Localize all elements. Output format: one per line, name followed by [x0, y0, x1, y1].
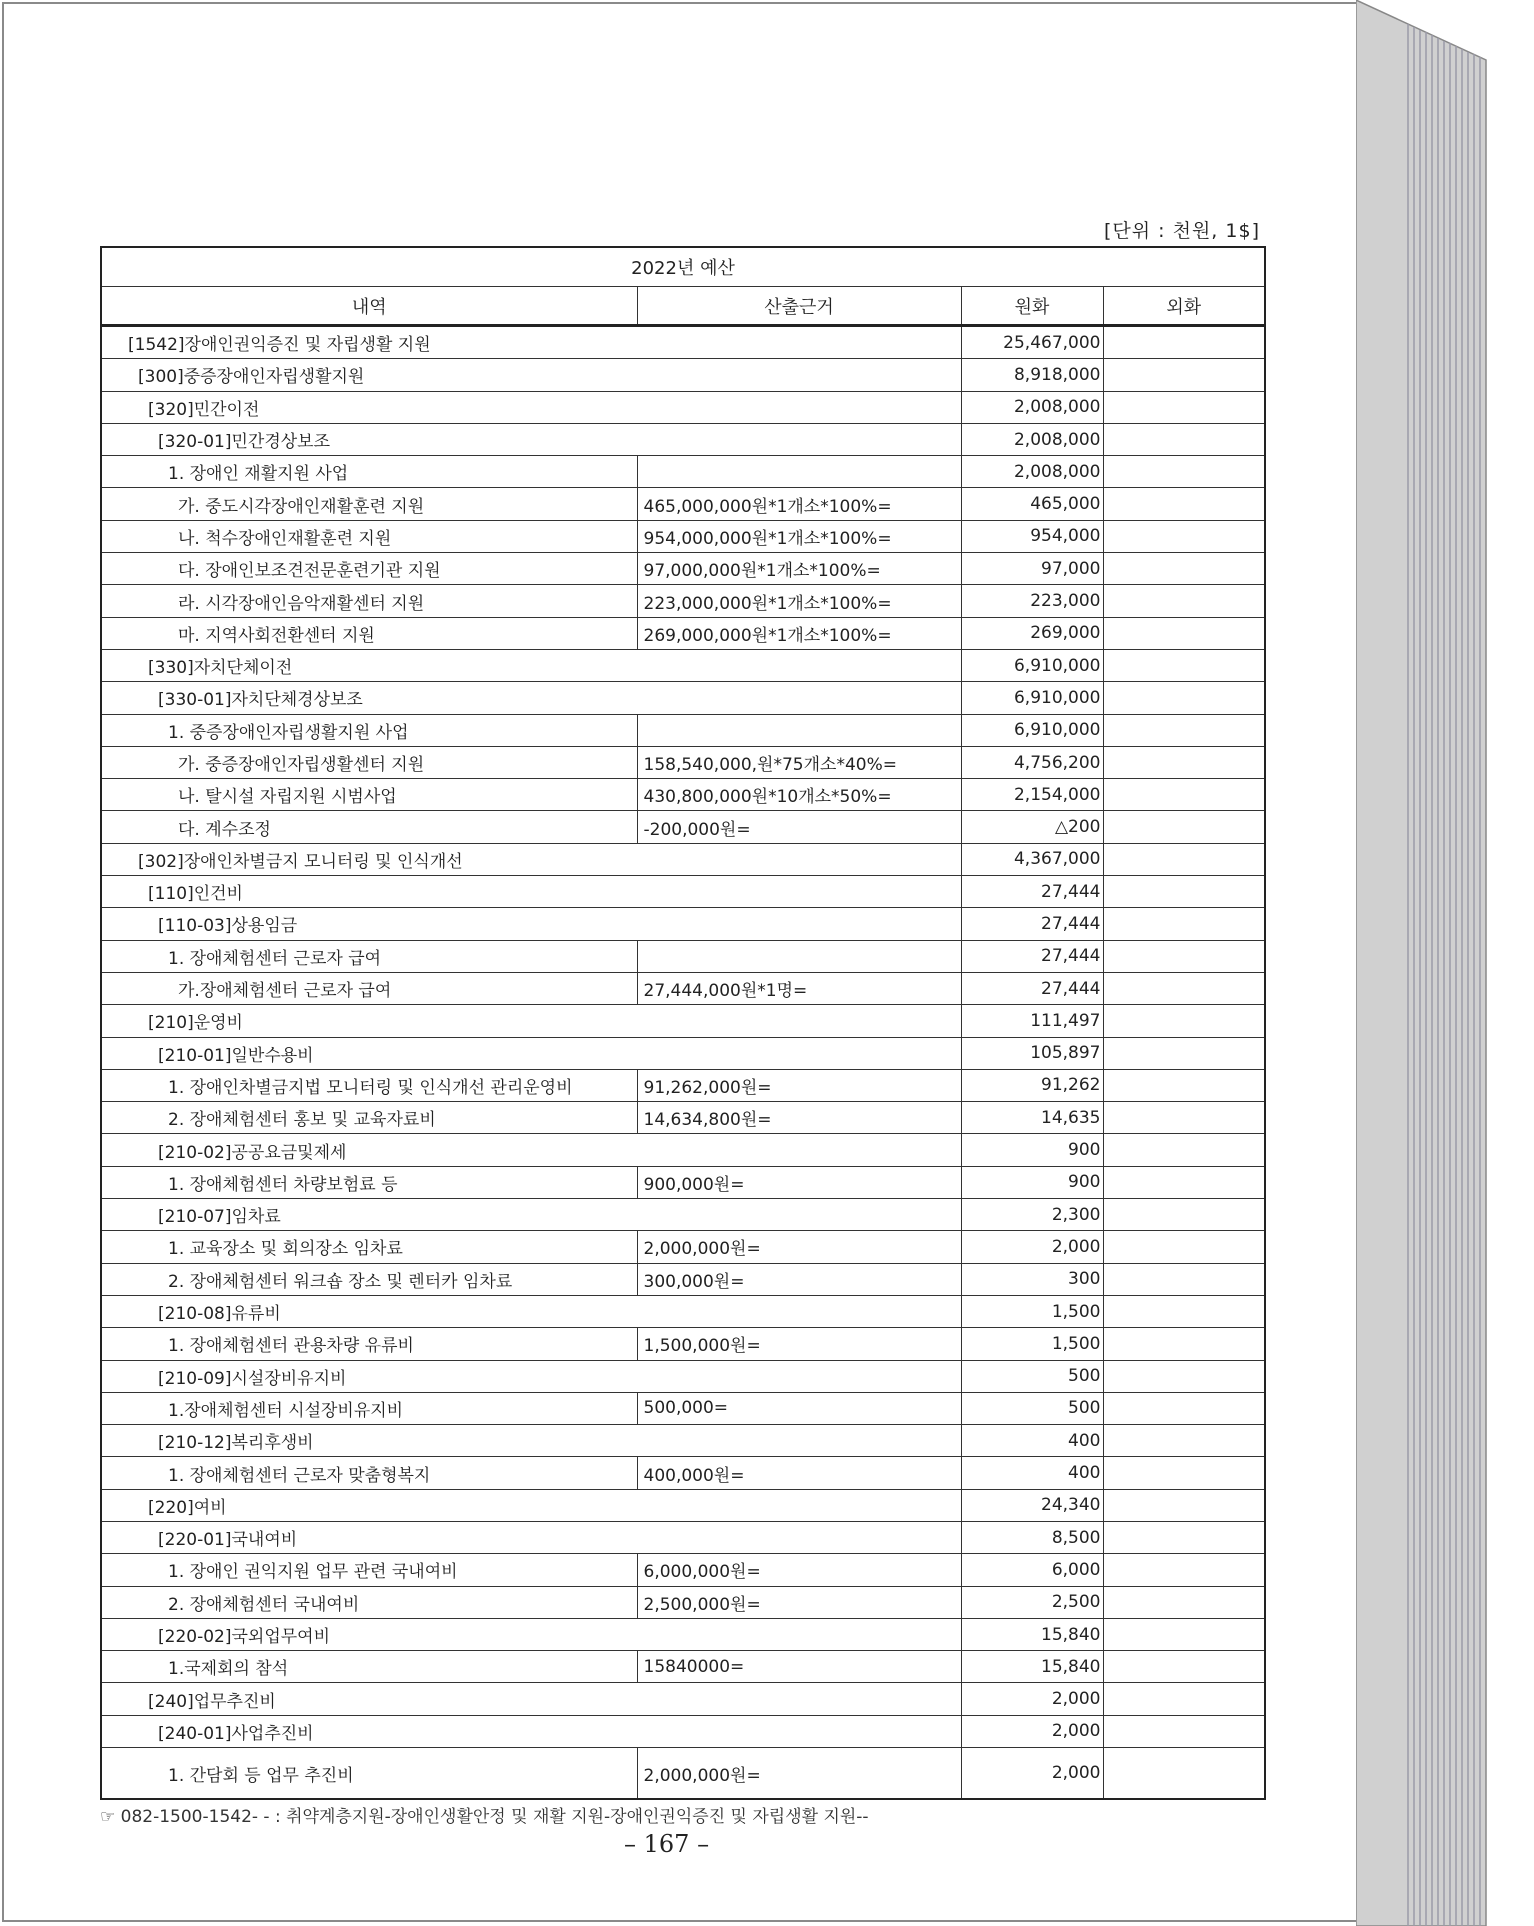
cell-description: 1. 중증장애인자립생활지원 사업 — [101, 714, 637, 746]
cell-won-amount: 91,262 — [961, 1069, 1103, 1101]
cell-foreign-amount — [1103, 1425, 1265, 1457]
table-row — [101, 811, 1265, 843]
cell-description: 나. 탈시설 자립지원 시범사업 — [101, 779, 637, 811]
budget-table-body — [101, 326, 1265, 1800]
table-row — [101, 520, 1265, 552]
cell-won-amount: 2,000 — [961, 1231, 1103, 1263]
cell-calculation-basis — [637, 940, 961, 972]
cell-won-amount: 2,000 — [961, 1683, 1103, 1715]
cell-foreign-amount — [1103, 1166, 1265, 1198]
cell-won-amount: 2,154,000 — [961, 779, 1103, 811]
cell-calculation-basis: 900,000원= — [637, 1166, 961, 1198]
table-row — [101, 391, 1265, 423]
cell-description: 1. 장애체험센터 근로자 맞춤형복지 — [101, 1457, 637, 1489]
cell-description: [220]여비 — [101, 1489, 961, 1521]
table-row — [101, 1263, 1265, 1295]
cell-foreign-amount — [1103, 585, 1265, 617]
cell-description: 1. 장애체험센터 관용차량 유류비 — [101, 1328, 637, 1360]
cell-won-amount: 2,008,000 — [961, 423, 1103, 455]
table-row — [101, 1037, 1265, 1069]
header-foreign-currency: 외화 — [1103, 287, 1265, 326]
table-row — [101, 1554, 1265, 1586]
cell-foreign-amount — [1103, 1199, 1265, 1231]
cell-description: [300]중증장애인자립생활지원 — [101, 359, 961, 391]
cell-foreign-amount — [1103, 1586, 1265, 1618]
table-row — [101, 585, 1265, 617]
cell-description: [330]자치단체이전 — [101, 649, 961, 681]
cell-won-amount: 1,500 — [961, 1328, 1103, 1360]
cell-won-amount: 4,756,200 — [961, 746, 1103, 778]
cell-foreign-amount — [1103, 649, 1265, 681]
table-row — [101, 746, 1265, 778]
table-row — [101, 1328, 1265, 1360]
page-number: – 167 – — [624, 1830, 710, 1858]
cell-description: [320-01]민간경상보조 — [101, 423, 961, 455]
cell-foreign-amount — [1103, 811, 1265, 843]
table-row — [101, 1102, 1265, 1134]
cell-won-amount: 111,497 — [961, 1005, 1103, 1037]
cell-description: [302]장애인차별금지 모니터링 및 인식개선 — [101, 843, 961, 875]
cell-foreign-amount — [1103, 1521, 1265, 1553]
cell-won-amount: 400 — [961, 1457, 1103, 1489]
cell-won-amount: 954,000 — [961, 520, 1103, 552]
cell-foreign-amount — [1103, 1295, 1265, 1327]
table-row — [101, 1521, 1265, 1553]
cell-calculation-basis: 15840000= — [637, 1651, 961, 1683]
cell-calculation-basis: 300,000원= — [637, 1263, 961, 1295]
table-row — [101, 456, 1265, 488]
cell-description: [320]민간이전 — [101, 391, 961, 423]
cell-won-amount: 14,635 — [961, 1102, 1103, 1134]
header-description: 내역 — [101, 287, 637, 326]
table-row — [101, 1069, 1265, 1101]
cell-foreign-amount — [1103, 1457, 1265, 1489]
cell-calculation-basis: 223,000,000원*1개소*100%= — [637, 585, 961, 617]
cell-calculation-basis: 2,000,000원= — [637, 1748, 961, 1800]
table-row — [101, 1586, 1265, 1618]
cell-foreign-amount — [1103, 553, 1265, 585]
cell-foreign-amount — [1103, 456, 1265, 488]
document-page — [2, 2, 1358, 1922]
cell-calculation-basis: -200,000원= — [637, 811, 961, 843]
table-row — [101, 843, 1265, 875]
cell-foreign-amount — [1103, 1069, 1265, 1101]
table-row — [101, 1618, 1265, 1650]
cell-calculation-basis: 2,000,000원= — [637, 1231, 961, 1263]
table-row — [101, 1715, 1265, 1747]
table-row — [101, 617, 1265, 649]
cell-calculation-basis: 954,000,000원*1개소*100%= — [637, 520, 961, 552]
cell-description: 1. 장애인 권익지원 업무 관련 국내여비 — [101, 1554, 637, 1586]
cell-foreign-amount — [1103, 746, 1265, 778]
cell-description: [330-01]자치단체경상보조 — [101, 682, 961, 714]
cell-won-amount: 269,000 — [961, 617, 1103, 649]
cell-won-amount: 24,340 — [961, 1489, 1103, 1521]
cell-calculation-basis: 400,000원= — [637, 1457, 961, 1489]
cell-foreign-amount — [1103, 1651, 1265, 1683]
cell-foreign-amount — [1103, 1328, 1265, 1360]
cell-description: [210]운영비 — [101, 1005, 961, 1037]
cell-description: [210-12]복리후생비 — [101, 1425, 961, 1457]
cell-won-amount: 6,910,000 — [961, 714, 1103, 746]
table-row — [101, 1425, 1265, 1457]
table-row — [101, 326, 1265, 359]
cell-foreign-amount — [1103, 779, 1265, 811]
cell-foreign-amount — [1103, 1263, 1265, 1295]
table-row — [101, 1392, 1265, 1424]
unit-label: [단위 : 천원, 1$] — [1104, 220, 1260, 242]
cell-calculation-basis: 430,800,000원*10개소*50%= — [637, 779, 961, 811]
cell-foreign-amount — [1103, 1618, 1265, 1650]
cell-foreign-amount — [1103, 972, 1265, 1004]
cell-description: 다. 계수조정 — [101, 811, 637, 843]
cell-won-amount: 2,000 — [961, 1715, 1103, 1747]
table-row — [101, 488, 1265, 520]
cell-foreign-amount — [1103, 714, 1265, 746]
cell-won-amount: 15,840 — [961, 1651, 1103, 1683]
cell-foreign-amount — [1103, 1489, 1265, 1521]
cell-foreign-amount — [1103, 682, 1265, 714]
cell-calculation-basis — [637, 714, 961, 746]
table-row — [101, 649, 1265, 681]
cell-description: 가. 중도시각장애인재활훈련 지원 — [101, 488, 637, 520]
cell-description: 라. 시각장애인음악재활센터 지원 — [101, 585, 637, 617]
table-row — [101, 1231, 1265, 1263]
cell-won-amount: 1,500 — [961, 1295, 1103, 1327]
cell-won-amount: 500 — [961, 1392, 1103, 1424]
cell-won-amount: 2,008,000 — [961, 456, 1103, 488]
cell-description: 1. 장애체험센터 차량보험료 등 — [101, 1166, 637, 1198]
cell-won-amount: 465,000 — [961, 488, 1103, 520]
cell-foreign-amount — [1103, 1360, 1265, 1392]
cell-won-amount: △200 — [961, 811, 1103, 843]
cell-description: 1. 교육장소 및 회의장소 임차료 — [101, 1231, 637, 1263]
cell-foreign-amount — [1103, 1392, 1265, 1424]
cell-description: [210-09]시설장비유지비 — [101, 1360, 961, 1392]
cell-description: 1. 장애인 재활지원 사업 — [101, 456, 637, 488]
cell-description: 다. 장애인보조견전문훈련기관 지원 — [101, 553, 637, 585]
table-row — [101, 1166, 1265, 1198]
cell-description: 1.장애체험센터 시설장비유지비 — [101, 1392, 637, 1424]
cell-won-amount: 4,367,000 — [961, 843, 1103, 875]
cell-won-amount: 27,444 — [961, 972, 1103, 1004]
cell-won-amount: 27,444 — [961, 876, 1103, 908]
cell-description: 2. 장애체험센터 국내여비 — [101, 1586, 637, 1618]
cell-foreign-amount — [1103, 876, 1265, 908]
cell-calculation-basis: 465,000,000원*1개소*100%= — [637, 488, 961, 520]
cell-description: 1. 간담회 등 업무 추진비 — [101, 1748, 637, 1800]
cell-description: [210-01]일반수용비 — [101, 1037, 961, 1069]
cell-calculation-basis — [637, 456, 961, 488]
table-row — [101, 423, 1265, 455]
cell-won-amount: 500 — [961, 1360, 1103, 1392]
table-row — [101, 682, 1265, 714]
cell-foreign-amount — [1103, 359, 1265, 391]
cell-won-amount: 6,910,000 — [961, 682, 1103, 714]
cell-foreign-amount — [1103, 520, 1265, 552]
cell-calculation-basis: 500,000= — [637, 1392, 961, 1424]
table-row — [101, 1005, 1265, 1037]
cell-foreign-amount — [1103, 1134, 1265, 1166]
table-row — [101, 1360, 1265, 1392]
cell-description: 나. 척수장애인재활훈련 지원 — [101, 520, 637, 552]
cell-description: [210-07]임차료 — [101, 1199, 961, 1231]
cell-calculation-basis: 97,000,000원*1개소*100%= — [637, 553, 961, 585]
header-calculation-basis: 산출근거 — [637, 287, 961, 326]
cell-won-amount: 6,910,000 — [961, 649, 1103, 681]
cell-foreign-amount — [1103, 423, 1265, 455]
cell-won-amount: 400 — [961, 1425, 1103, 1457]
cell-description: [110]인건비 — [101, 876, 961, 908]
cell-calculation-basis: 27,444,000원*1명= — [637, 972, 961, 1004]
cell-description: [1542]장애인권익증진 및 자립생활 지원 — [101, 326, 961, 359]
cell-description: 마. 지역사회전환센터 지원 — [101, 617, 637, 649]
table-row — [101, 1199, 1265, 1231]
cell-won-amount: 2,300 — [961, 1199, 1103, 1231]
cell-description: [220-02]국외업무여비 — [101, 1618, 961, 1650]
table-row — [101, 1683, 1265, 1715]
cell-won-amount: 27,444 — [961, 908, 1103, 940]
cell-description: 가.장애체험센터 근로자 급여 — [101, 972, 637, 1004]
cell-foreign-amount — [1103, 488, 1265, 520]
cell-won-amount: 2,500 — [961, 1586, 1103, 1618]
table-row — [101, 1134, 1265, 1166]
cell-foreign-amount — [1103, 1102, 1265, 1134]
cell-foreign-amount — [1103, 1748, 1265, 1800]
cell-calculation-basis: 158,540,000,원*75개소*40%= — [637, 746, 961, 778]
table-row — [101, 1651, 1265, 1683]
cell-won-amount: 97,000 — [961, 553, 1103, 585]
budget-table — [100, 246, 1266, 1800]
cell-description: 1. 장애체험센터 근로자 급여 — [101, 940, 637, 972]
table-row — [101, 1457, 1265, 1489]
table-row — [101, 553, 1265, 585]
cell-won-amount: 25,467,000 — [961, 326, 1103, 359]
cell-calculation-basis: 6,000,000원= — [637, 1554, 961, 1586]
cell-calculation-basis: 269,000,000원*1개소*100%= — [637, 617, 961, 649]
cell-foreign-amount — [1103, 1037, 1265, 1069]
cell-won-amount: 900 — [961, 1134, 1103, 1166]
cell-won-amount: 105,897 — [961, 1037, 1103, 1069]
cell-foreign-amount — [1103, 617, 1265, 649]
cell-won-amount: 27,444 — [961, 940, 1103, 972]
cell-won-amount: 900 — [961, 1166, 1103, 1198]
footnote: ☞ 082-1500-1542- - : 취약계층지원-장애인생활안정 및 재활 지원-장애인권익증진 및 자립생활 지원-- — [100, 1807, 869, 1827]
table-row — [101, 714, 1265, 746]
cell-description: 2. 장애체험센터 홍보 및 교육자료비 — [101, 1102, 637, 1134]
table-row — [101, 908, 1265, 940]
table-row — [101, 779, 1265, 811]
cell-foreign-amount — [1103, 843, 1265, 875]
cell-description: [110-03]상용임금 — [101, 908, 961, 940]
cell-foreign-amount — [1103, 1683, 1265, 1715]
page-stack-edge — [1356, 0, 1491, 1926]
cell-won-amount: 2,008,000 — [961, 391, 1103, 423]
cell-description: [210-02]공공요금및제세 — [101, 1134, 961, 1166]
cell-foreign-amount — [1103, 908, 1265, 940]
cell-foreign-amount — [1103, 940, 1265, 972]
cell-description: [240]업무추진비 — [101, 1683, 961, 1715]
table-title: 2022년 예산 — [101, 247, 1265, 287]
cell-won-amount: 8,918,000 — [961, 359, 1103, 391]
cell-description: 가. 중증장애인자립생활센터 지원 — [101, 746, 637, 778]
cell-description: 1.국제회의 참석 — [101, 1651, 637, 1683]
cell-calculation-basis: 2,500,000원= — [637, 1586, 961, 1618]
cell-foreign-amount — [1103, 1715, 1265, 1747]
table-row — [101, 940, 1265, 972]
cell-description: [210-08]유류비 — [101, 1295, 961, 1327]
cell-foreign-amount — [1103, 1554, 1265, 1586]
table-row — [101, 972, 1265, 1004]
cell-foreign-amount — [1103, 326, 1265, 359]
cell-won-amount: 300 — [961, 1263, 1103, 1295]
cell-calculation-basis: 91,262,000원= — [637, 1069, 961, 1101]
cell-won-amount: 2,000 — [961, 1748, 1103, 1800]
table-row — [101, 1748, 1265, 1800]
cell-description: 2. 장애체험센터 워크숍 장소 및 렌터카 임차료 — [101, 1263, 637, 1295]
table-row — [101, 876, 1265, 908]
cell-description: [220-01]국내여비 — [101, 1521, 961, 1553]
header-won: 원화 — [961, 287, 1103, 326]
cell-foreign-amount — [1103, 1005, 1265, 1037]
cell-won-amount: 8,500 — [961, 1521, 1103, 1553]
cell-description: [240-01]사업추진비 — [101, 1715, 961, 1747]
table-row — [101, 359, 1265, 391]
cell-foreign-amount — [1103, 391, 1265, 423]
table-row — [101, 1489, 1265, 1521]
cell-foreign-amount — [1103, 1231, 1265, 1263]
table-row — [101, 1295, 1265, 1327]
cell-won-amount: 223,000 — [961, 585, 1103, 617]
cell-won-amount: 6,000 — [961, 1554, 1103, 1586]
cell-won-amount: 15,840 — [961, 1618, 1103, 1650]
cell-calculation-basis: 14,634,800원= — [637, 1102, 961, 1134]
cell-calculation-basis: 1,500,000원= — [637, 1328, 961, 1360]
cell-description: 1. 장애인차별금지법 모니터링 및 인식개선 관리운영비 — [101, 1069, 637, 1101]
